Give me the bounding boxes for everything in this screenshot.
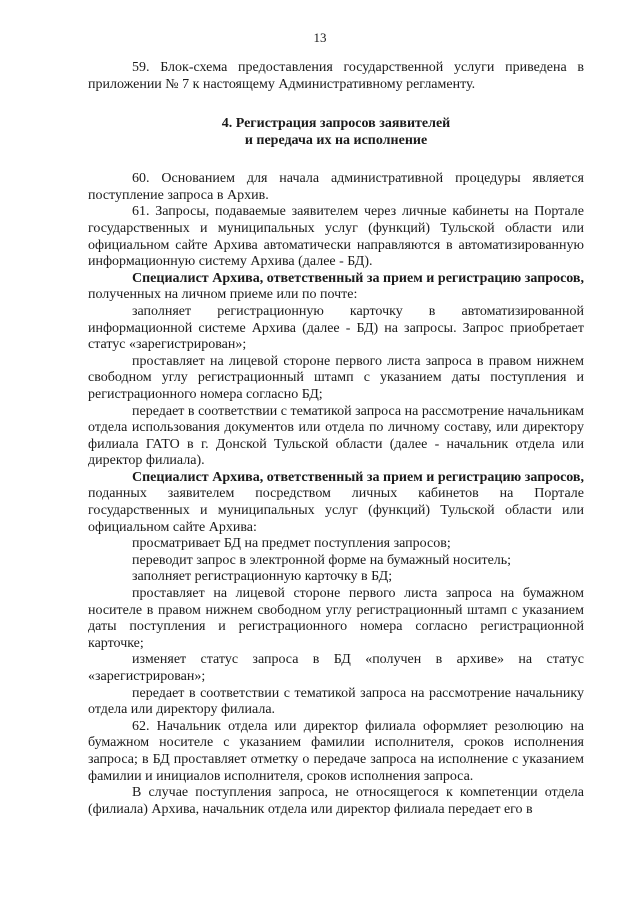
specialist-rest-2: поданных заявителем посредством личных кабинетов на Портале государственных и муниципальных услуг (функций) Тульской области или официальном сайте Архива:	[88, 486, 584, 535]
paragraph-59: 59. Блок-схема предоставления государственной услуги приведена в приложении № 7 к настоящему Административному регламенту.	[88, 60, 584, 92]
section-heading-line-2: и передача их на исполнение	[244, 133, 428, 149]
section-heading-line-1: 4. Регистрация запросов заявителей	[221, 116, 451, 132]
section-heading	[88, 115, 584, 149]
list-item: заполняет регистрационную карточку в БД;	[132, 569, 393, 585]
paragraph-61: 61. Запросы, подаваемые заявителем через личные кабинеты на Портале государственных и муниципальных услуг (функций) Тульской области или официальном сайте Архива автоматически направляются в автоматизированную информационную систему Архива (далее - БД).	[88, 204, 584, 270]
list-item: проставляет на лицевой стороне первого листа запроса в правом нижнем свободном углу регистрационный штамп с указанием даты поступления и регистрационного номера согласно БД;	[88, 353, 584, 402]
paragraph-62: 62. Начальник отдела или директор филиала оформляет резолюцию на бумажном носителе с указанием фамилии исполнителя, сроков исполнения запроса; в БД проставляет отметку о передаче запроса на исполнение с указанием фамилии и инициалов исполнителя, сроков исполнения запроса.	[88, 718, 584, 784]
paragraph-last: В случае поступления запроса, не относящегося к компетенции отдела (филиала) Архива, начальник отдела или директор филиала передает его в	[88, 785, 584, 817]
list-item: просматривает БД на предмет поступления запросов;	[132, 536, 451, 552]
list-item: заполняет регистрационную карточку в автоматизированной информационной системе Архива (далее - БД) на запросы. Запрос приобретает статус «зарегистрирован»;	[88, 303, 584, 353]
specialist-paragraph-2	[88, 470, 584, 536]
paragraph-60: 60. Основанием для начала административной процедуры является поступление запроса в Архив.	[88, 171, 584, 203]
list-item: переводит запрос в электронной форме на бумажный носитель;	[132, 552, 512, 568]
specialist-bold-1: Специалист Архива, ответственный за прием и регистрацию запросов,	[132, 270, 584, 286]
page-number: 13	[313, 30, 327, 45]
specialist-paragraph-1	[88, 271, 584, 304]
list-item: передает в соответствии с тематикой запроса на рассмотрение начальнику отдела или директору филиала.	[88, 685, 584, 718]
document-body	[88, 60, 584, 818]
list-item: передает в соответствии с тематикой запроса на рассмотрение начальникам отдела использования документов или отдела по личному составу, или директору филиала ГАТО в г. Донской Тульской области (далее - начальник отдела или директор филиала).	[88, 403, 584, 469]
specialist-rest-1: полученных на личном приеме или по почте:	[88, 287, 358, 303]
specialist-bold-2: Специалист Архива, ответственный за прием и регистрацию запросов,	[132, 469, 584, 485]
list-item: проставляет на лицевой стороне первого листа запроса на бумажном носителе в правом нижнем свободном углу регистрационный штамп с указанием даты поступления и регистрационного номера согласно регистрационной карточке;	[88, 586, 584, 651]
list-item: изменяет статус запроса в БД «получен в архиве» на статус «зарегистрирован»;	[88, 652, 584, 684]
